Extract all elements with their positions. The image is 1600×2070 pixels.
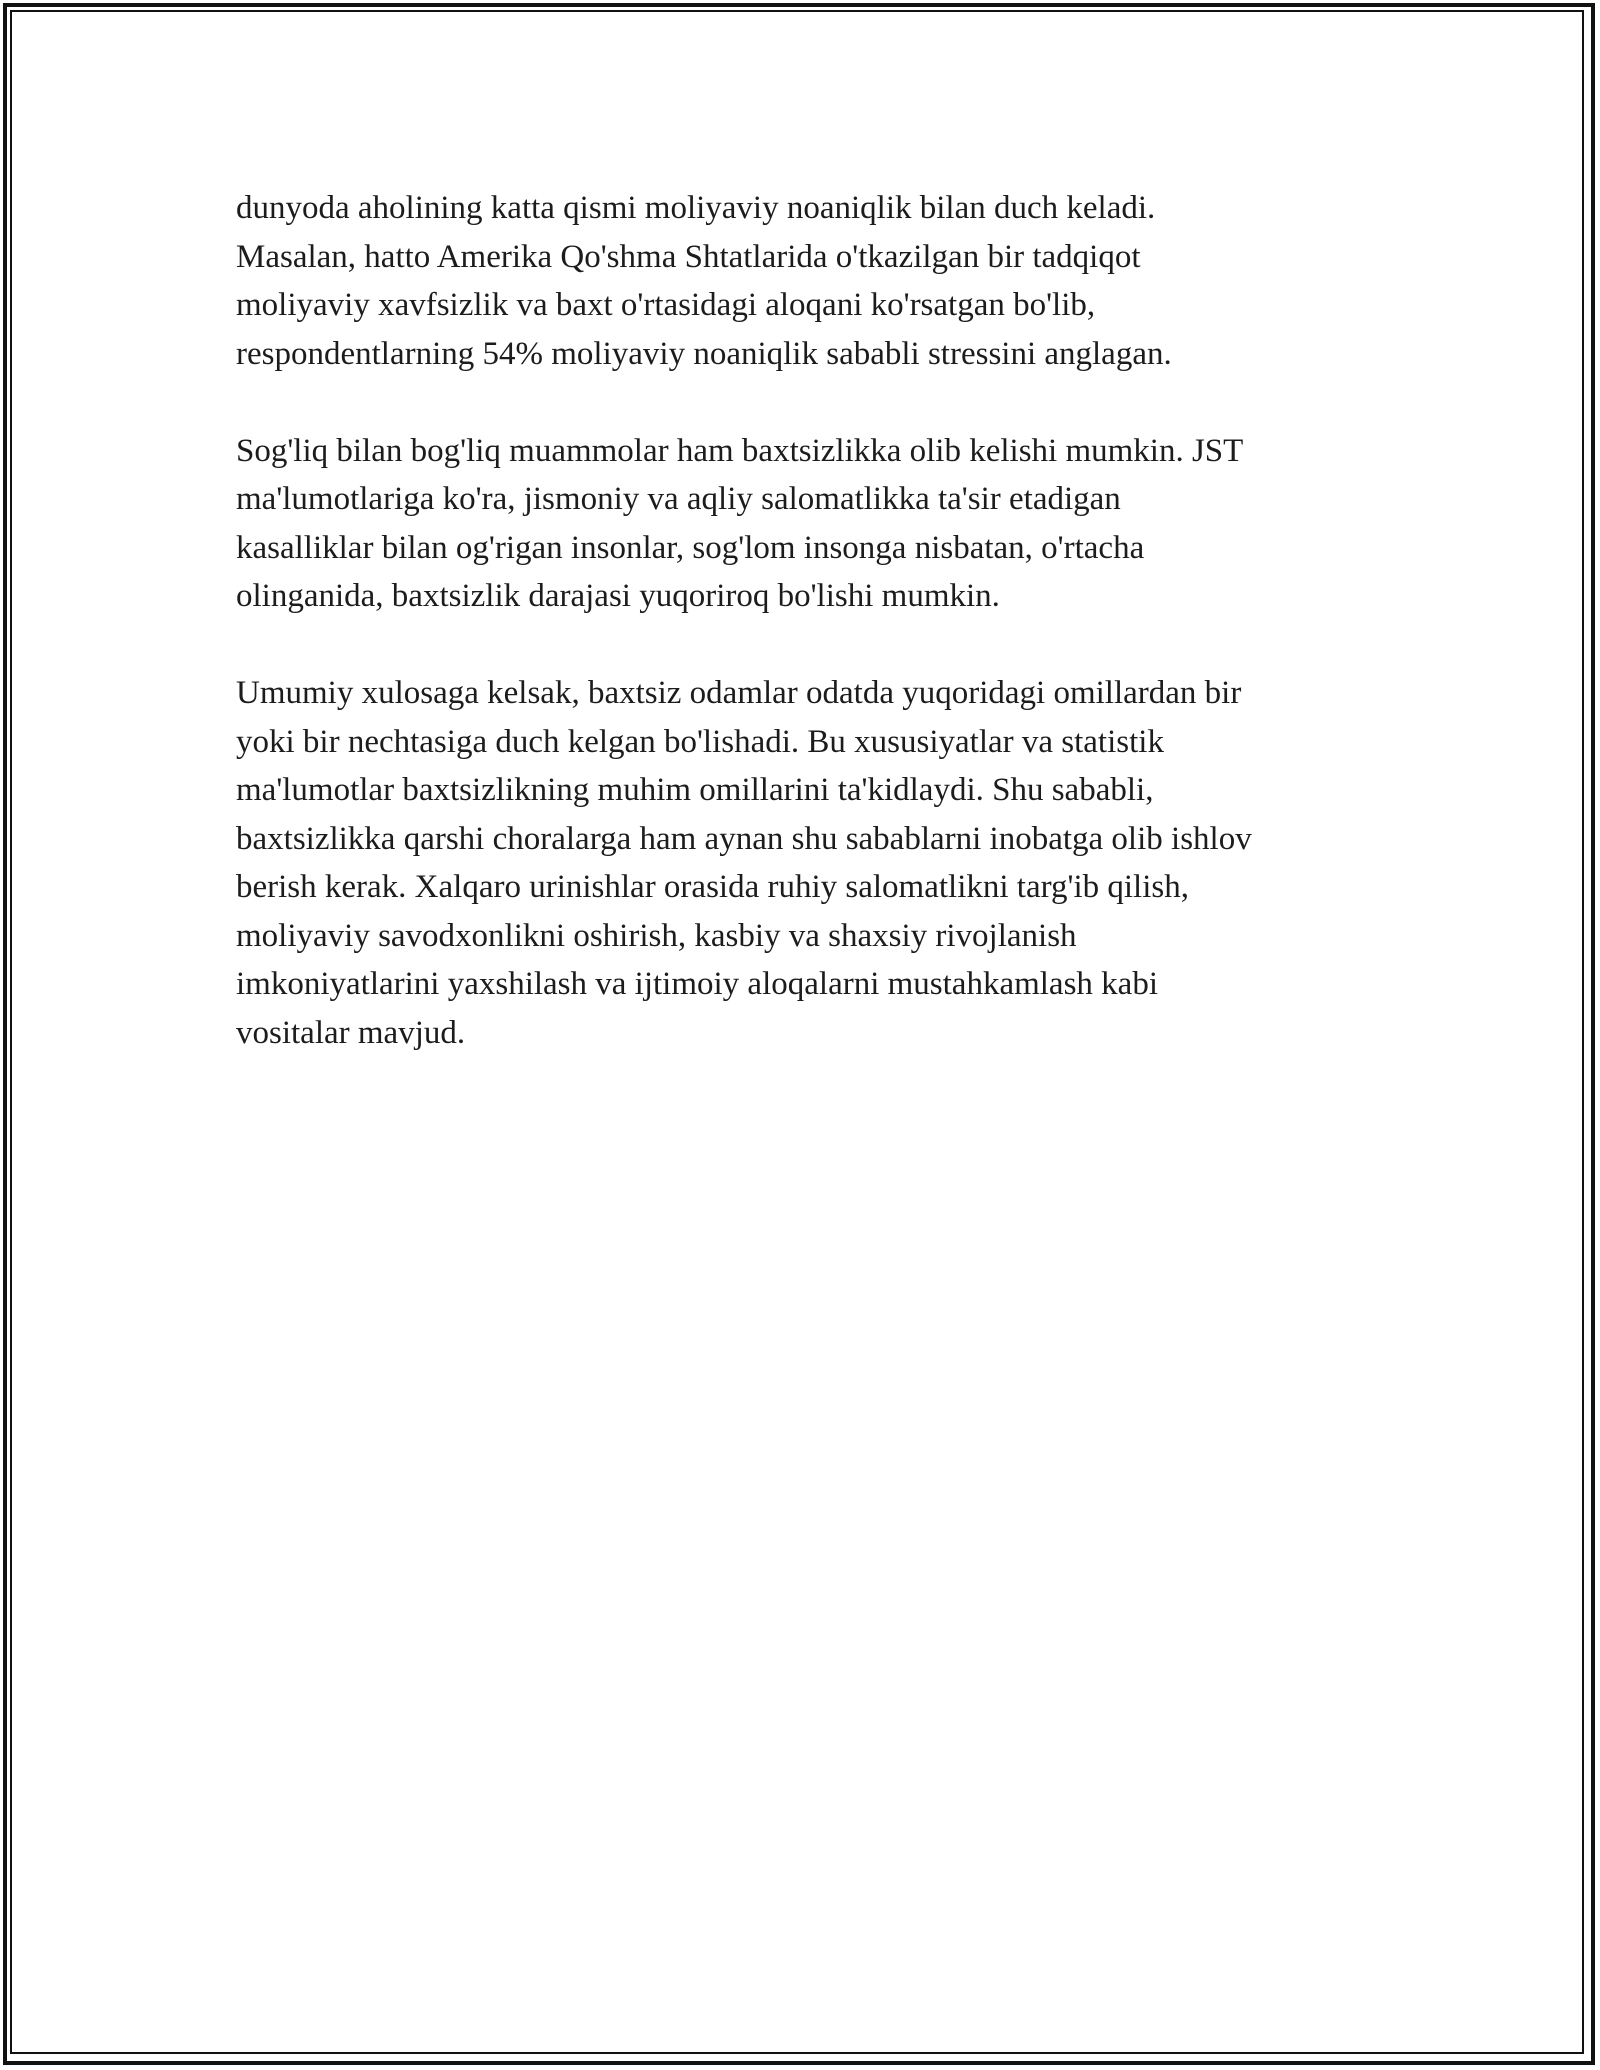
text-line: olinganida, baxtsizlik darajasi yuqoriroq bo'lishi mumkin.: [236, 578, 1000, 614]
text-line: baxtsizlikka qarshi choralarga ham aynan shu sabablarni inobatga olib ishlov: [236, 820, 1252, 857]
text-line: ma'lumotlar baxtsizlikning muhim omillarini ta'kidlaydi. Shu sababli,: [236, 772, 1154, 808]
text-line: respondentlarning 54% moliyaviy noaniqlik sababli stressini anglagan.: [236, 335, 1172, 372]
text-line: dunyoda aholining katta qismi moliyaviy noaniqlik bilan duch keladi.: [236, 190, 1156, 226]
text-line: ma'lumotlariga ko'ra, jismoniy va aqliy salomatlikka ta'sir etadigan: [236, 481, 1121, 517]
text-line: kasalliklar bilan og'rigan insonlar, sog'lom insonga nisbatan, o'rtacha: [236, 529, 1145, 566]
text-line: berish kerak. Xalqaro urinishlar orasida ruhiy salomatlikni targ'ib qilish,: [236, 869, 1189, 905]
paragraph-conclusion: [236, 669, 1376, 1057]
text-line: yoki bir nechtasiga duch kelgan bo'lishadi. Bu xususiyatlar va statistik: [236, 723, 1164, 760]
text-line: vositalar mavjud.: [236, 1014, 466, 1051]
text-line: Sog'liq bilan bog'liq muammolar ham baxtsizlikka olib kelishi mumkin. JST: [236, 432, 1244, 469]
paragraph-health-problems: [236, 427, 1376, 621]
text-line: moliyaviy savodxonlikni oshirish, kasbiy va shaxsiy rivojlanish: [236, 917, 1077, 954]
text-line: moliyaviy xavfsizlik va baxt o'rtasidagi aloqani ko'rsatgan bo'lib,: [236, 287, 1096, 323]
paragraph-financial-uncertainty: [236, 184, 1376, 378]
document-body: [236, 184, 1376, 1106]
text-line: Umumiy xulosaga kelsak, baxtsiz odamlar odatda yuqoridagi omillardan bir: [236, 675, 1242, 711]
text-line: imkoniyatlarini yaxshilash va ijtimoiy aloqalarni mustahkamlash kabi: [236, 966, 1158, 1002]
text-line: Masalan, hatto Amerika Qo'shma Shtatlarida o'tkazilgan bir tadqiqot: [236, 238, 1141, 275]
